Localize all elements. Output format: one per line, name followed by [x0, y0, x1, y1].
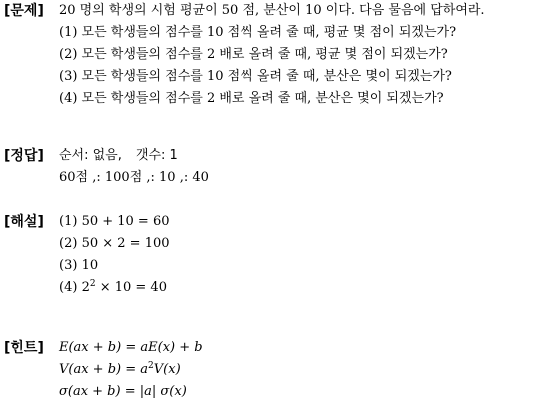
- answer-section: [0, 145, 546, 195]
- hint-var-rhs-exp: 2: [148, 361, 154, 371]
- explanation-line-1: [59, 211, 544, 233]
- explanation-expr-2: 50 × 2 = 100: [81, 236, 170, 251]
- answer-values: 60점 ,: 100점 ,: 10 ,: 40: [59, 170, 209, 185]
- hint-var-rhs-rest: V(x): [153, 362, 181, 377]
- problem-item-2: (2) 모든 학생들의 점수를 2 배로 올려 줄 때, 평균 몇 점이 되겠는가?: [59, 47, 448, 62]
- problem-item-3: (3) 모든 학생들의 점수를 10 점씩 올려 줄 때, 분산은 몇이 되겠는가?: [59, 69, 452, 84]
- hint-mean-rhs: aE(x) + b: [140, 340, 203, 355]
- hint-body: [59, 337, 544, 403]
- hint-mean-lhs: E(ax + b): [59, 340, 122, 355]
- answer-order: 순서: 없음,: [59, 148, 122, 163]
- answer-count: 갯수: 1: [135, 148, 178, 163]
- hint-formula-sd: σ(ax + b) = |a| σ(x): [59, 384, 187, 399]
- hint-formula-variance: $V(ax + b) = a^2V(x)$: [59, 361, 181, 377]
- explanation-line-4: [59, 277, 544, 299]
- hint-section: [0, 337, 546, 407]
- explanation-label-4: (4): [59, 280, 78, 295]
- answer-meta: [59, 145, 544, 167]
- explanation-rest-4: × 10 = 40: [95, 280, 167, 295]
- explanation-base-4: 2: [81, 280, 90, 295]
- hint-sd-rhs: |a| σ(x): [139, 384, 187, 399]
- explanation-line-3: [59, 255, 544, 277]
- explanation-line-2: [59, 233, 544, 255]
- hint-sd-lhs: σ(ax + b): [59, 384, 121, 399]
- problem-body: [59, 0, 544, 110]
- problem-intro: 20 명의 학생의 시험 평균이 50 점, 분산이 10 이다. 다음 물음에 답하여라.: [59, 3, 485, 18]
- explanation-body: [59, 211, 544, 299]
- problem-item-4: (4) 모든 학생들의 점수를 2 배로 올려 줄 때, 분산은 몇이 되겠는가?: [59, 91, 444, 106]
- explanation-exp-4: 2: [89, 279, 96, 289]
- explanation-expr-3: 10: [81, 258, 99, 273]
- explanation-label-1: (1): [59, 214, 78, 229]
- problem-item-1: (1) 모든 학생들의 점수를 10 점씩 올려 줄 때, 평균 몇 점이 되겠는가?: [59, 25, 457, 40]
- answer-body: [59, 145, 544, 189]
- hint-var-rhs-a: a: [140, 362, 149, 377]
- hint-tag: [힌트]: [4, 340, 44, 356]
- explanation-label-2: (2): [59, 236, 78, 251]
- hint-var-lhs: V(ax + b): [59, 362, 122, 377]
- explanation-tag: [해설]: [4, 214, 44, 230]
- explanation-expr-1: 50 + 10 = 60: [81, 214, 170, 229]
- explanation-label-3: (3): [59, 258, 78, 273]
- problem-section: [0, 0, 546, 122]
- explanation-section: [0, 211, 546, 311]
- hint-formula-mean: E(ax + b) = aE(x) + b: [59, 340, 203, 355]
- problem-tag: [문제]: [4, 3, 44, 19]
- answer-tag: [정답]: [4, 148, 44, 164]
